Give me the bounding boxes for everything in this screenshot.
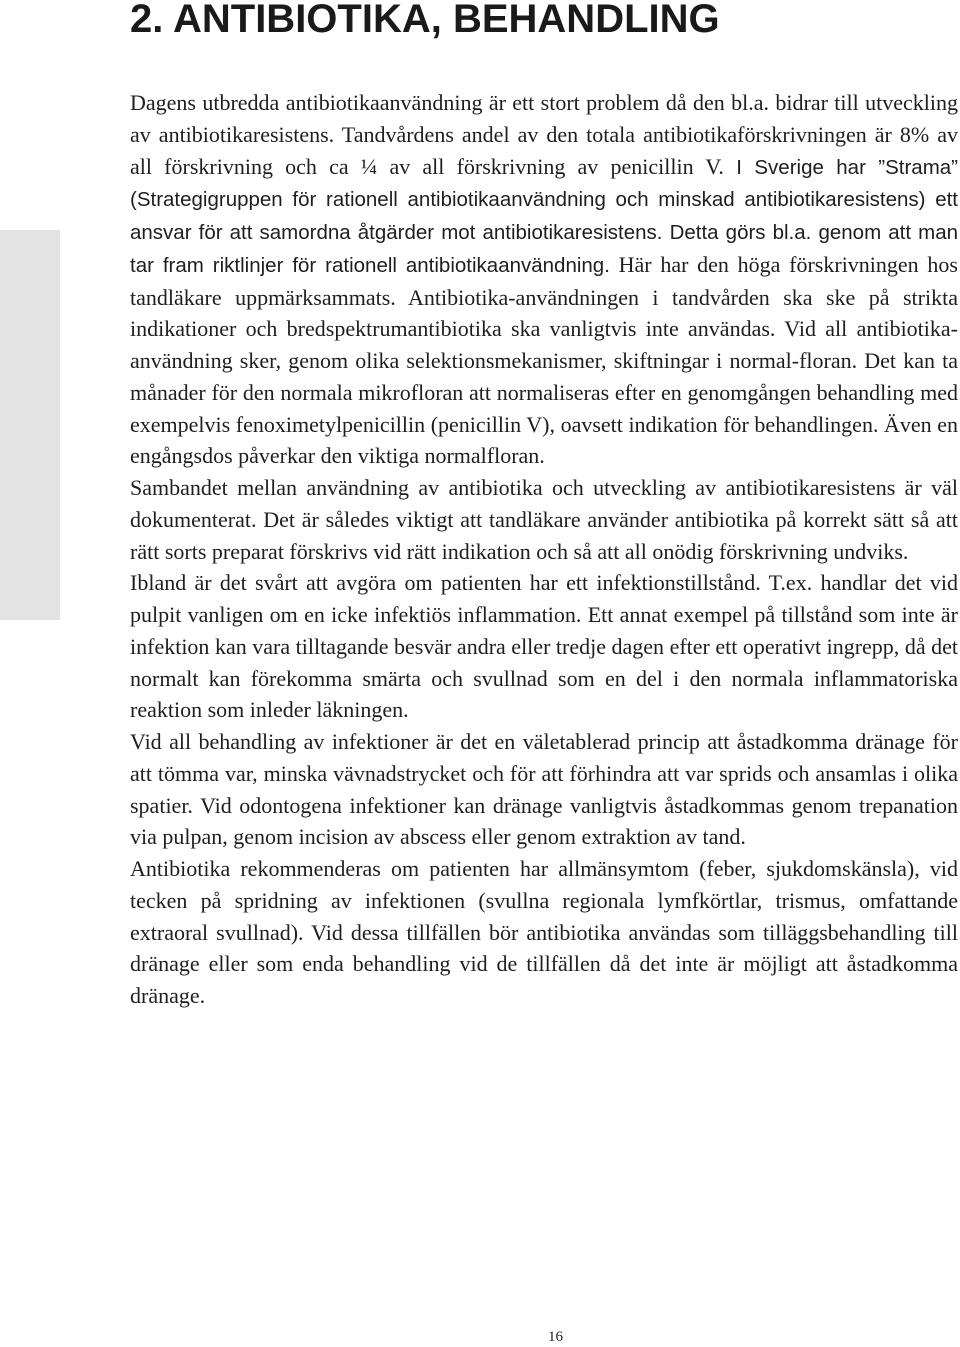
paragraph-1-tail: Här har den höga förskrivningen hos tandläkare uppmärksammats. Antibiotika-användningen i tandvården ska ske på strikta indikationer och bredspektrumantibiotika ska vanligtvis inte användas. Vid all antibiotika-användning sker, genom olika selektionsmekanismer, skiftningar i normal-floran. Det kan ta månader för den normala mikrofloran att normaliseras efter en genomgången behandling med exempelvis fenoximetylpenicillin (penicillin V), oavsett indikation för behandlingen. Även en engångsdos påverkar den viktiga normalfloran. [130,251,958,469]
page-number: 16 [548,1329,563,1345]
paragraph-1 [130,87,958,472]
paragraph-3: Ibland är det svårt att avgöra om patienten har ett infektionstillstånd. T.ex. handlar det vid pulpit vanligen om en icke infektiös inflammation. Ett annat exempel på tillstånd som inte är infektion kan vara tilltagande besvär andra eller tredje dagen efter ett operativt ingrepp, då det normalt kan förekomma smärta och svullnad som en del i den normala inflammatoriska reaktion som inleder läkningen. [130,570,958,723]
paragraph-2: Sambandet mellan användning av antibiotika och utveckling av antibiotikaresistens är väl dokumenterat. Det är således viktigt att tandläkare använder antibiotika på korrekt sätt så att rätt sorts preparat förskrivs vid rätt indikation och så att all onödig förskrivning undviks. [130,475,958,564]
side-margin-tab [0,230,60,620]
paragraph-1-strama-passage: I Sverige har ”Strama” (Strategigruppen för rationell antibiotikaanvändning och minskad antibiotikaresistens) ett ansvar för att samordna åtgärder mot antibiotikaresistens. Detta görs bl.a. genom att man tar fram riktlinjer för rationell antibiotikaanvändning. [130,155,959,277]
page-title: 2. ANTIBIOTIKA, BEHANDLING [130,0,720,41]
paragraph-4: Vid all behandling av infektioner är det en väletablerad princip att åstadkomma dränage för att tömma var, minska vävnadstrycket och för att förhindra att var sprids och ansamlas i olika spatier. Vid odontogena infektioner kan dränage vanligtvis åstadkommas genom trepanation via pulpan, genom incision av abscess eller genom extraktion av tand. [130,729,958,850]
paragraph-5: Antibiotika rekommenderas om patienten har allmänsymtom (feber, sjukdomskänsla), vid tecken på spridning av infektionen (svullna regionala lymfkörtlar, trismus, omfattande extraoral svullnad). Vid dessa tillfällen bör antibiotika användas som tilläggsbehandling till dränage eller som enda behandling vid de tillfällen då det inte är möjligt att åstadkomma dränage. [130,856,958,1008]
paragraph-1-lead: Dagens utbredda antibiotikaanvändning är ett stort problem då den bl.a. bidrar till utveckling av antibiotikaresistens. Tandvårdens andel av den totala antibiotikaförskrivningen är 8% av all förskrivning och ca ¼ av all förskrivning av penicillin V. [130,90,958,179]
body-text [130,87,958,1012]
